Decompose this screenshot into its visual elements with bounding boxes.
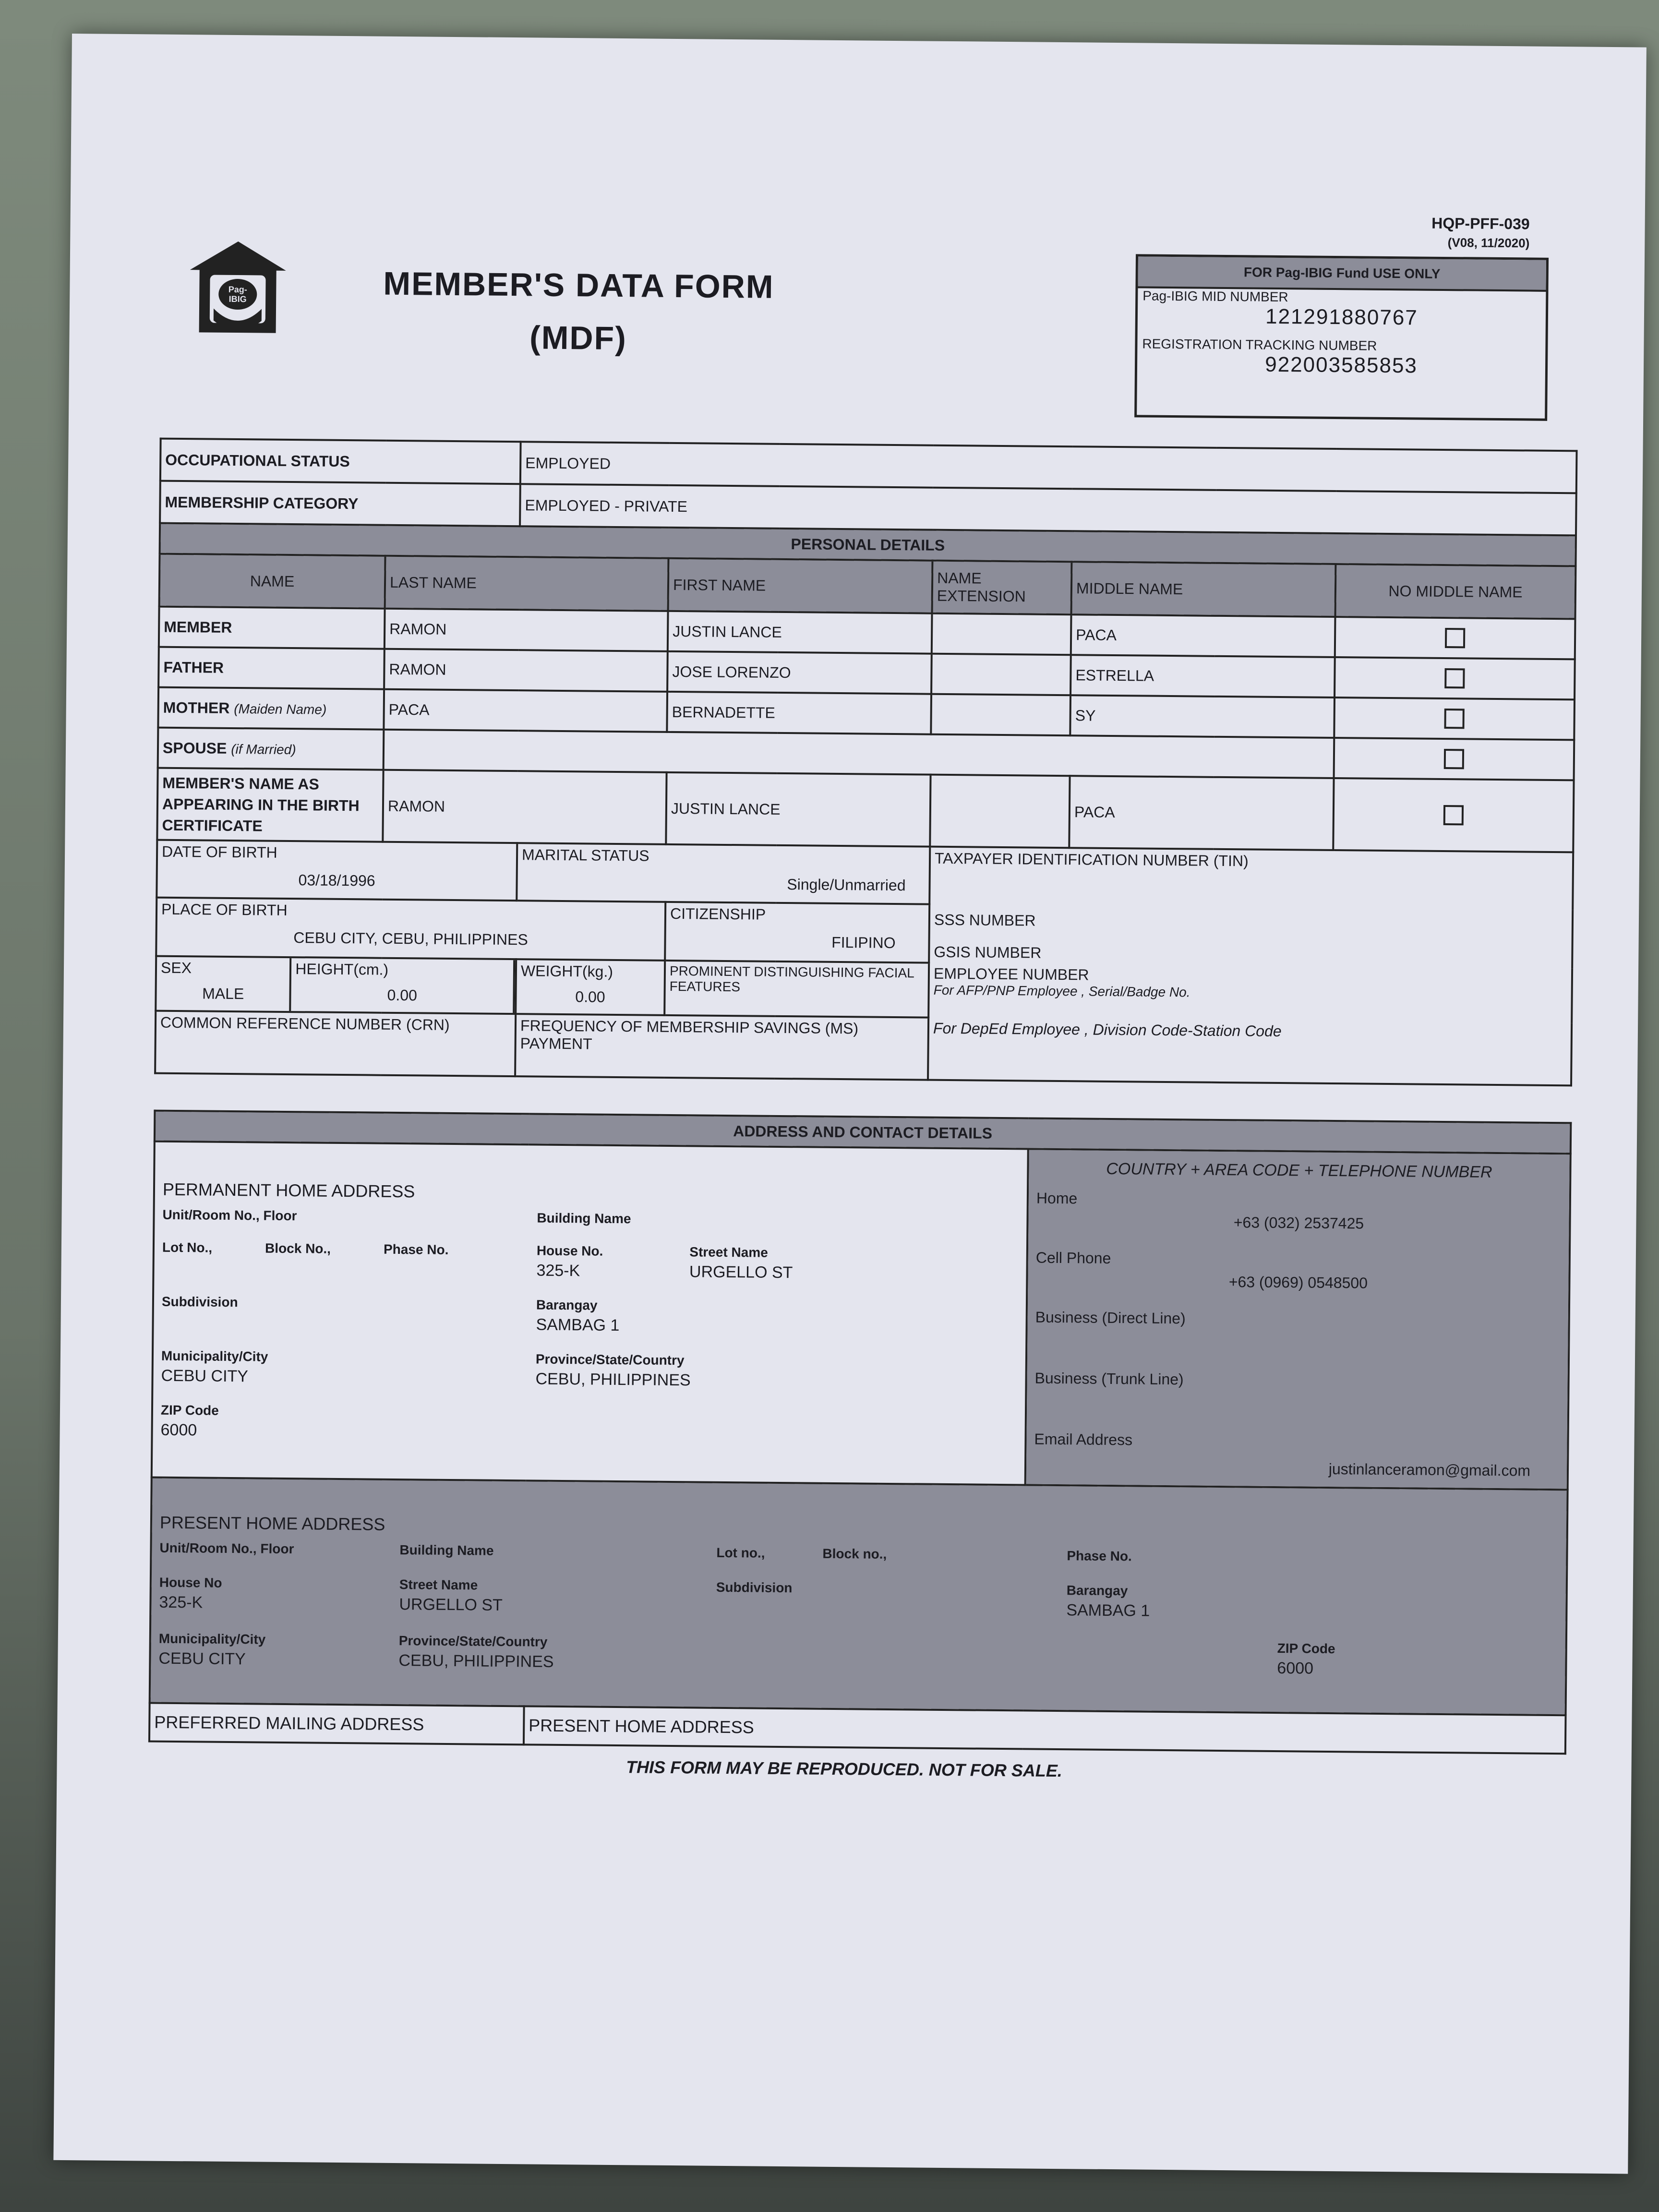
sex-height-weight-table xyxy=(156,957,515,1013)
title-line2: (MDF) xyxy=(529,319,627,357)
p-house-value: 325-K xyxy=(159,1593,203,1612)
sss-gsis-cell xyxy=(929,904,1573,969)
row-label-note: (Maiden Name) xyxy=(234,701,327,717)
col-middle-name: MIDDLE NAME xyxy=(1071,562,1336,617)
sex-label: SEX xyxy=(160,959,192,977)
employee-number-cell xyxy=(928,963,1572,1023)
sex-cell xyxy=(156,957,290,1011)
ext-cell xyxy=(930,775,1070,848)
dob-cell xyxy=(156,840,517,901)
mid-label: Pag-IBIG MID NUMBER xyxy=(1142,288,1288,305)
p-subdivision-label: Subdivision xyxy=(716,1579,793,1596)
contact-header: COUNTRY + AREA CODE + TELEPHONE NUMBER xyxy=(1106,1159,1492,1181)
afp-pnp-label: For AFP/PNP Employee , Serial/Badge No. xyxy=(933,982,1190,1000)
row-label xyxy=(158,647,385,689)
citizenship-value: FILIPINO xyxy=(831,933,896,952)
tin-label: TAXPAYER IDENTIFICATION NUMBER (TIN) xyxy=(934,849,1249,870)
p-city-label: Municipality/City xyxy=(158,1631,266,1647)
permanent-address-cell xyxy=(152,1142,1028,1485)
place-of-birth-label: PLACE OF BIRTH xyxy=(161,900,288,919)
p-province-label: Province/State/Country xyxy=(398,1633,548,1649)
sex-value: MALE xyxy=(202,985,244,1003)
weight-label: WEIGHT(kg.) xyxy=(520,962,613,980)
no-middle-checkbox-cell[interactable] xyxy=(1335,617,1575,659)
pagibig-logo xyxy=(180,236,296,343)
business-direct-label: Business (Direct Line) xyxy=(1035,1308,1186,1327)
row-label-text: SPOUSE xyxy=(162,739,227,757)
contact-details-cell xyxy=(1025,1149,1571,1490)
permanent-address-title: PERMANENT HOME ADDRESS xyxy=(162,1179,415,1202)
form-version-text: (V08, 11/2020) xyxy=(1447,235,1530,251)
city-label: Municipality/City xyxy=(161,1348,268,1364)
house-street-field xyxy=(536,1243,1028,1285)
occupational-status-label: OCCUPATIONAL STATUS xyxy=(160,439,521,484)
ext-cell xyxy=(931,694,1070,736)
facial-features-cell xyxy=(664,961,929,1018)
col-first-name: FIRST NAME xyxy=(668,558,933,613)
no-middle-checkbox[interactable] xyxy=(1444,709,1465,729)
no-middle-checkbox-cell[interactable] xyxy=(1334,697,1575,740)
citizenship-cell xyxy=(665,902,929,963)
personal-details-heading: PERSONAL DETAILS xyxy=(160,523,1576,566)
sex-height-weight-cell xyxy=(156,956,516,1014)
form-code xyxy=(1431,214,1530,253)
row-label-text: MEMBER'S NAME AS APPEARING IN THE BIRTH CERTIFICATE xyxy=(162,774,360,835)
ext-cell xyxy=(932,613,1071,655)
dob-value: 03/18/1996 xyxy=(298,871,375,890)
p-house-field xyxy=(159,1575,399,1614)
ms-payment-label: FREQUENCY OF MEMBERSHIP SAVINGS (MS) PAYMENT xyxy=(520,1017,859,1053)
citizenship-label: CITIZENSHIP xyxy=(670,904,766,923)
email-label: Email Address xyxy=(1034,1430,1133,1448)
row-label-text: MEMBER xyxy=(164,618,232,636)
p-city-value: CEBU CITY xyxy=(158,1649,246,1669)
province-field xyxy=(535,1352,1028,1393)
zip-label: ZIP Code xyxy=(160,1402,219,1418)
form-title xyxy=(338,257,819,367)
street-field xyxy=(689,1244,793,1282)
employee-number-label: EMPLOYEE NUMBER xyxy=(933,964,1089,984)
row-label xyxy=(158,728,384,770)
ext-cell xyxy=(931,654,1071,696)
middle-name-cell: SY xyxy=(1070,695,1334,738)
middle-name-cell: PACA xyxy=(1071,614,1335,657)
footer-note: THIS FORM MAY BE REPRODUCED. NOT FOR SALE. xyxy=(625,1757,1063,1781)
street-value: URGELLO ST xyxy=(689,1262,793,1282)
p-block-label: Block no., xyxy=(822,1546,887,1562)
first-name-cell: BERNADETTE xyxy=(667,692,931,734)
height-label: HEIGHT(cm.) xyxy=(295,960,389,978)
subdivision-field xyxy=(161,1294,536,1334)
mailing-address-value: PRESENT HOME ADDRESS xyxy=(524,1706,1566,1754)
rtn-label: REGISTRATION TRACKING NUMBER xyxy=(1142,336,1377,353)
building-label: Building Name xyxy=(537,1210,631,1226)
row-label xyxy=(158,687,384,730)
last-name-cell: RAMON xyxy=(383,770,666,844)
no-middle-checkbox-cell[interactable] xyxy=(1333,778,1574,852)
paper-document xyxy=(53,34,1647,2174)
middle-name-cell: PACA xyxy=(1069,776,1334,850)
marital-status-value: Single/Unmarried xyxy=(787,876,906,894)
no-middle-checkbox[interactable] xyxy=(1444,668,1465,688)
zip-value: 6000 xyxy=(160,1420,197,1440)
lot-block-phase-field xyxy=(162,1240,537,1280)
p-barangay-value: SAMBAG 1 xyxy=(1066,1601,1150,1620)
height-value: 0.00 xyxy=(387,986,418,1004)
p-phase-label: Phase No. xyxy=(1067,1548,1132,1564)
facial-features-label: PROMINENT DISTINGUISHING FACIAL FEATURES xyxy=(669,963,914,995)
p-barangay-label: Barangay xyxy=(1066,1583,1128,1599)
col-no-middle-name: NO MIDDLE NAME xyxy=(1335,564,1576,619)
street-label: Street Name xyxy=(689,1244,768,1260)
weight-cell xyxy=(516,959,665,1015)
occupational-status-value: EMPLOYED xyxy=(520,442,1577,493)
p-barangay-field xyxy=(1066,1583,1547,1624)
block-label: Block No., xyxy=(265,1240,331,1256)
first-name-cell: JUSTIN LANCE xyxy=(666,772,930,847)
phase-label: Phase No. xyxy=(383,1241,449,1257)
p-city-field xyxy=(158,1631,399,1670)
city-field xyxy=(161,1348,536,1389)
last-name-cell: PACA xyxy=(384,689,667,732)
house-label: House No. xyxy=(536,1243,603,1259)
present-address-title: PRESENT HOME ADDRESS xyxy=(159,1512,385,1534)
p-zip-field xyxy=(1066,1639,1546,1680)
barangay-value: SAMBAG 1 xyxy=(536,1315,620,1335)
p-province-field xyxy=(398,1633,1066,1676)
business-trunk-label: Business (Trunk Line) xyxy=(1034,1369,1184,1388)
p-building-label: Building Name xyxy=(399,1542,494,1558)
row-label xyxy=(159,607,385,649)
p-province-value: CEBU, PHILIPPINES xyxy=(398,1651,554,1671)
business-trunk-field xyxy=(1034,1369,1560,1392)
unit-label: Unit/Room No., Floor xyxy=(162,1207,297,1224)
city-value: CEBU CITY xyxy=(161,1366,249,1386)
no-middle-checkbox[interactable] xyxy=(1443,805,1464,825)
no-middle-checkbox[interactable] xyxy=(1445,628,1465,648)
p-building-field xyxy=(399,1542,716,1561)
zip-field xyxy=(160,1403,535,1443)
name-row-birth-certificate xyxy=(157,768,1574,853)
p-lot-block-field xyxy=(716,1545,1067,1563)
form-code-text: HQP-PFF-039 xyxy=(1431,214,1530,233)
p-zip-label: ZIP Code xyxy=(1277,1641,1335,1657)
last-name-cell: RAMON xyxy=(384,649,668,692)
rtn-value: 922003585853 xyxy=(1265,352,1418,378)
col-name: NAME xyxy=(159,554,385,609)
gsis-label: GSIS NUMBER xyxy=(934,943,1042,962)
last-name-cell: RAMON xyxy=(385,609,668,651)
no-middle-checkbox[interactable] xyxy=(1444,749,1464,769)
place-of-birth-cell xyxy=(156,898,665,961)
ms-payment-cell xyxy=(515,1014,928,1080)
p-zip-value: 6000 xyxy=(1277,1659,1314,1678)
col-name-extension: NAME EXTENSION xyxy=(932,561,1072,615)
marital-status-label: MARITAL STATUS xyxy=(521,846,649,865)
title-line1: MEMBER'S DATA FORM xyxy=(383,265,774,305)
p-subdivision-field xyxy=(716,1580,1067,1620)
personal-details-table xyxy=(154,438,1578,1087)
first-name-cell: JOSE LORENZO xyxy=(667,651,932,694)
cell-phone-value: +63 (0969) 0548500 xyxy=(1228,1273,1368,1292)
home-phone-label: Home xyxy=(1036,1189,1078,1207)
barangay-field xyxy=(536,1298,1028,1339)
height-cell xyxy=(290,958,515,1013)
permanent-address-grid xyxy=(160,1207,1019,1447)
office-use-box xyxy=(1134,254,1549,421)
p-phase-field xyxy=(1067,1548,1547,1568)
row-label-text: FATHER xyxy=(163,658,224,676)
crn-label: COMMON REFERENCE NUMBER (CRN) xyxy=(160,1013,450,1034)
middle-name-cell: ESTRELLA xyxy=(1070,655,1335,697)
dob-label: DATE OF BIRTH xyxy=(161,842,277,861)
house-value: 325-K xyxy=(536,1261,580,1280)
svg-text:Pag-: Pag- xyxy=(228,284,247,295)
present-address-grid xyxy=(158,1540,1558,1680)
membership-category-value: EMPLOYED - PRIVATE xyxy=(520,484,1576,535)
deped-cell xyxy=(928,1018,1572,1086)
place-of-birth-value: CEBU CITY, CEBU, PHILIPPINES xyxy=(293,929,528,949)
cell-phone-label: Cell Phone xyxy=(1035,1249,1111,1267)
p-house-label: House No xyxy=(159,1575,222,1590)
p-unit-label: Unit/Room No., Floor xyxy=(159,1540,294,1557)
row-label-text: MOTHER xyxy=(163,698,230,717)
barangay-label: Barangay xyxy=(536,1297,598,1313)
subdivision-label: Subdivision xyxy=(161,1294,238,1310)
province-label: Province/State/Country xyxy=(535,1351,685,1368)
membership-category-label: MEMBERSHIP CATEGORY xyxy=(160,481,520,527)
p-street-label: Street Name xyxy=(399,1577,478,1593)
first-name-cell: JUSTIN LANCE xyxy=(668,611,932,654)
house-field xyxy=(536,1243,603,1281)
email-value: justinlanceramon@gmail.com xyxy=(1328,1460,1531,1479)
crn-cell xyxy=(155,1011,516,1077)
p-street-field xyxy=(399,1577,716,1617)
row-label-note: (if Married) xyxy=(231,741,296,757)
p-unit-field xyxy=(159,1540,399,1558)
col-last-name: LAST NAME xyxy=(385,556,669,611)
cell-phone-field xyxy=(1035,1249,1561,1294)
svg-text:IBIG: IBIG xyxy=(228,294,247,304)
p-lot-label: Lot no., xyxy=(716,1545,765,1561)
mailing-address-label: PREFERRED MAILING ADDRESS xyxy=(149,1703,524,1745)
weight-value: 0.00 xyxy=(575,988,605,1006)
no-middle-checkbox-cell[interactable] xyxy=(1334,657,1575,699)
office-use-heading: FOR Pag-IBIG Fund USE ONLY xyxy=(1138,256,1546,291)
email-field xyxy=(1034,1430,1560,1480)
sss-label: SSS NUMBER xyxy=(934,911,1036,929)
building-field xyxy=(537,1211,1028,1230)
unit-field xyxy=(162,1207,537,1226)
lot-label: Lot No., xyxy=(162,1239,213,1255)
deped-label: For DepEd Employee , Division Code-Station Code xyxy=(933,1019,1282,1040)
home-phone-value: +63 (032) 2537425 xyxy=(1233,1213,1364,1232)
address-contact-table xyxy=(148,1110,1572,1755)
present-address-cell xyxy=(150,1478,1568,1716)
marital-status-cell xyxy=(517,843,930,904)
no-middle-checkbox-cell[interactable] xyxy=(1334,738,1575,780)
province-value: CEBU, PHILIPPINES xyxy=(535,1370,691,1390)
mid-value: 121291880767 xyxy=(1265,304,1418,330)
row-label xyxy=(157,768,383,842)
tin-cell xyxy=(929,847,1573,910)
business-direct-field xyxy=(1035,1308,1561,1331)
p-street-value: URGELLO ST xyxy=(399,1595,503,1614)
home-phone-field xyxy=(1036,1189,1562,1234)
address-section-heading: ADDRESS AND CONTACT DETAILS xyxy=(155,1111,1571,1154)
